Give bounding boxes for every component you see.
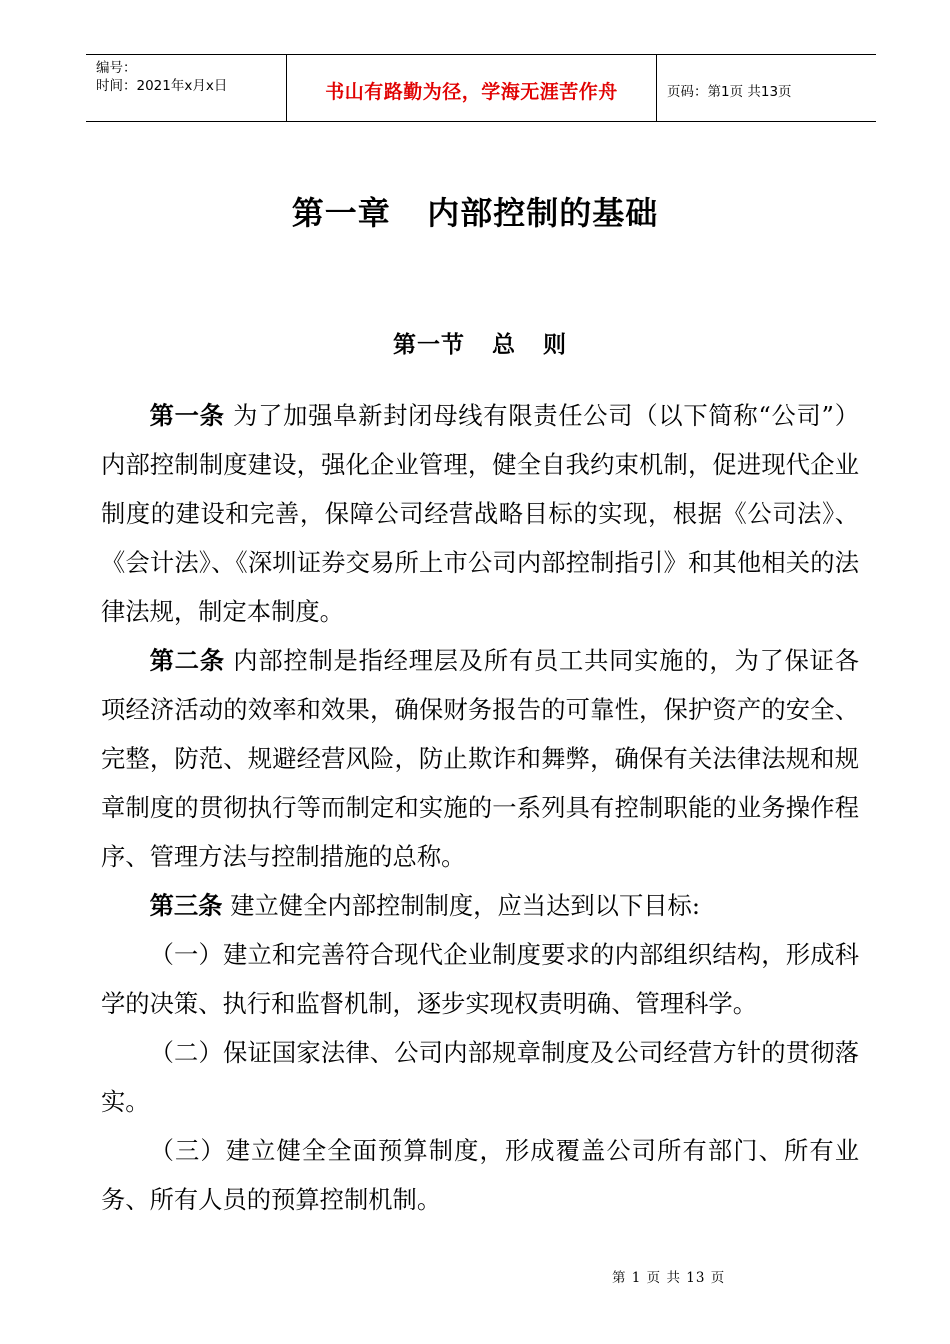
section-title: 第一节 总 则 bbox=[392, 332, 568, 358]
list-item-2: （二）保证国家法律、公司内部规章制度及公司经营方针的贯彻落实。 bbox=[101, 1038, 859, 1116]
article-text: 为了加强阜新封闭母线有限责任公司（以下简称“公司”）内部控制制度建设，强化企业管理，健全自我约束机制，促进现代企业制度的建设和完善，保障公司经营战略目标的实现，根据《公司法》、《会计法》、《深圳证券交易所上市公司内部控制指引》和其他相关的法律法规，制定本制度。 bbox=[101, 401, 859, 626]
article-text: 建立健全内部控制制度，应当达到以下目标: bbox=[222, 891, 701, 920]
time-label: 时间：2021年x月x日 bbox=[96, 78, 228, 94]
document-body bbox=[101, 391, 859, 1224]
header-page-cell bbox=[657, 55, 876, 121]
list-item-3: （三）建立健全全面预算制度，形成覆盖公司所有部门、所有业务、所有人员的预算控制机制。 bbox=[101, 1136, 859, 1214]
header-motto-cell bbox=[287, 55, 657, 121]
article-2 bbox=[101, 636, 859, 881]
header-page-info: 页码：第1页 共13页 bbox=[667, 84, 792, 100]
article-label: 第一条 bbox=[149, 401, 225, 430]
article-label: 第三条 bbox=[149, 891, 223, 920]
article-text: 内部控制是指经理层及所有员工共同实施的，为了保证各项经济活动的效率和效果，确保财务报告的可靠性，保护资产的安全、完整，防范、规避经营风险，防止欺诈和舞弊，确保有关法律法规和规章制度的贯彻执行等而制定和实施的一系列具有控制职能的业务操作程序、管理方法与控制措施的总称。 bbox=[101, 646, 859, 871]
header-motto: 书山有路勤为径，学海无涯苦作舟 bbox=[325, 80, 618, 103]
header-meta bbox=[86, 55, 287, 121]
page-footer: 第 1 页 共 13 页 bbox=[612, 1270, 726, 1286]
article-label: 第二条 bbox=[149, 646, 225, 675]
number-label: 编号： bbox=[96, 60, 137, 76]
chapter-title: 第一章 内部控制的基础 bbox=[291, 194, 659, 232]
article-1 bbox=[101, 391, 859, 636]
list-item-1: （一）建立和完善符合现代企业制度要求的内部组织结构，形成科学的决策、执行和监督机制，逐步实现权责明确、管理科学。 bbox=[101, 940, 859, 1018]
document-header bbox=[86, 54, 876, 122]
article-3 bbox=[101, 881, 859, 930]
